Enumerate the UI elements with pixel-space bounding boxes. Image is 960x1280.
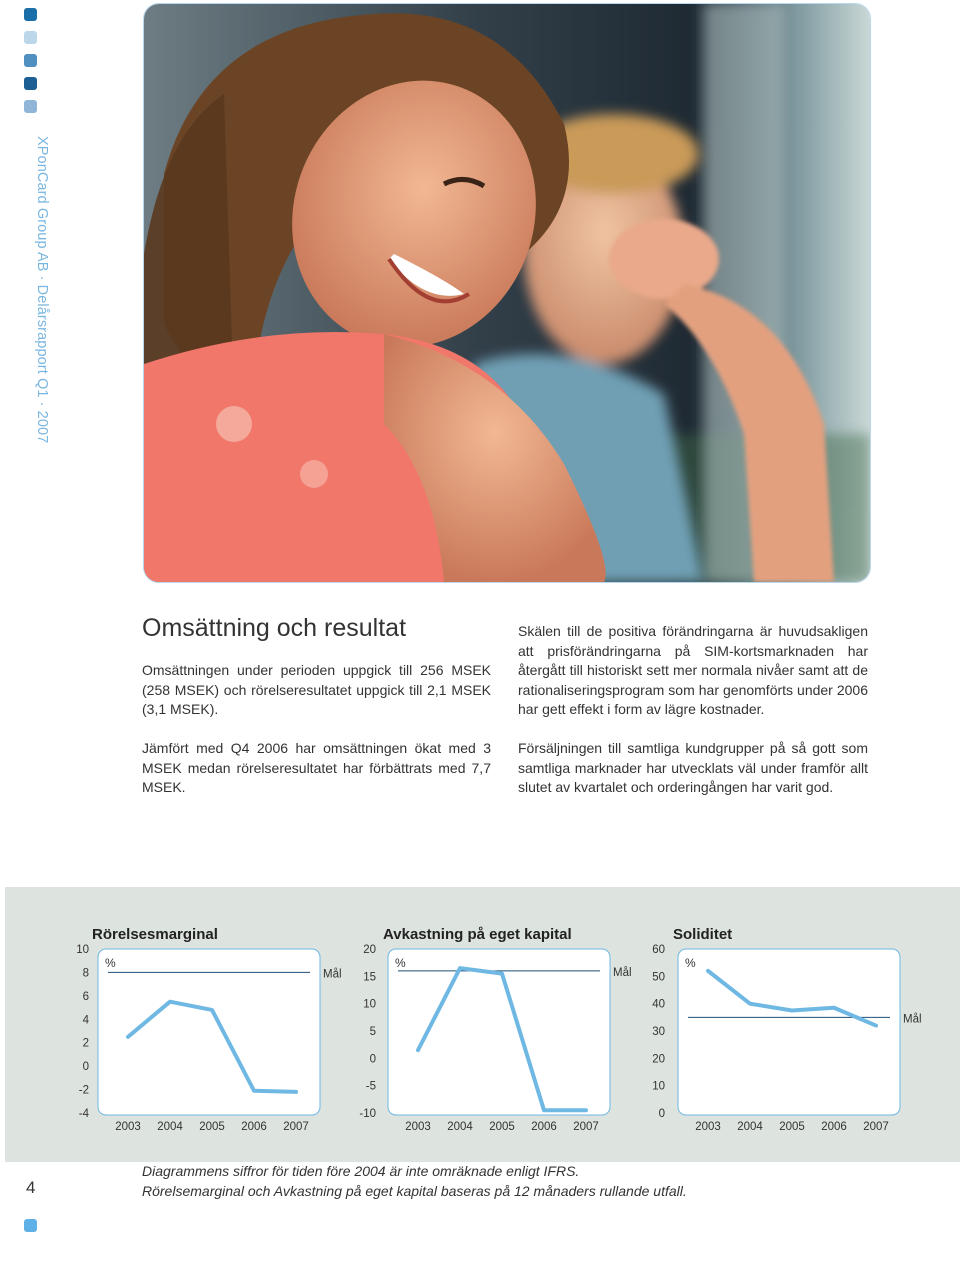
operating-margin-ytick-label: 10 [76,944,89,956]
equity-ratio-ytick-label: 60 [652,944,665,956]
equity-ratio-unit-label: % [685,956,696,970]
return-on-equity-xtick-label: 2006 [531,1121,557,1133]
equity-ratio-xtick-label: 2003 [695,1121,721,1133]
equity-ratio-title: Soliditet [673,926,733,943]
return-on-equity-xtick-label: 2003 [405,1121,431,1133]
nav-square-2 [24,31,37,44]
equity-ratio-ytick-label: 50 [652,971,665,984]
operating-margin-ytick-label: 6 [82,990,89,1003]
footnote [142,1161,687,1201]
operating-margin-unit-label: % [105,956,116,970]
operating-margin-ytick-label: 2 [82,1037,89,1050]
return-on-equity-xtick-label: 2004 [447,1121,473,1133]
side-title: XPonCard Group AB · Delårsrapport Q1 · 2007 [34,136,50,444]
return-on-equity-ytick-label: -5 [365,1080,376,1093]
return-on-equity-ytick-label: 0 [369,1053,376,1066]
operating-margin-ytick-label: 0 [82,1061,89,1074]
operating-margin-ytick-label: -2 [78,1084,89,1097]
hero-photo [143,3,871,583]
section-heading: Omsättning och resultat [142,614,407,642]
operating-margin-ytick-label: 8 [82,967,89,980]
return-on-equity-ytick-label: 20 [363,944,376,956]
operating-margin-xtick-label: 2006 [241,1121,267,1133]
return-on-equity-ytick-label: -10 [359,1108,376,1120]
operating-margin-target-label: Mål [323,968,342,981]
return-on-equity-xtick-label: 2005 [489,1121,515,1133]
paragraph-comparison: Jämfört med Q4 2006 har omsättningen ökat med 3 MSEK medan rörelseresultatet har förbättrats med 7,7 MSEK. [142,740,491,796]
charts-panel [5,887,960,1162]
return-on-equity-ytick-label: 10 [363,998,376,1011]
page-number: 4 [26,1178,36,1197]
return-on-equity-unit-label: % [395,956,406,970]
paragraph-reasons: Skälen till de positiva förändringarna är huvudsakligen att prisförändringarna på SIM-kortsmarknaden har återgått till historiskt sett mer normala nivåer samt att de rationaliseringsprogram som har genomförts under 2006 har gett effekt i form av lägre kostnader. [518,623,868,718]
operating-margin-title: Rörelsesmarginal [92,926,218,943]
return-on-equity-ytick-label: 5 [369,1026,376,1038]
paragraph-revenue: Omsättningen under perioden uppgick till 256 MSEK (258 MSEK) och rörelseresultatet uppgick till 2,1 MSEK (3,1 MSEK). [142,662,491,718]
equity-ratio-xtick-label: 2005 [779,1121,805,1133]
nav-square-1 [24,8,37,21]
equity-ratio-ytick-label: 40 [652,998,665,1011]
operating-margin-xtick-label: 2007 [283,1121,309,1133]
operating-margin-xtick-label: 2005 [199,1121,225,1133]
equity-ratio-target-label: Mål [903,1013,922,1026]
equity-ratio-ytick-label: 20 [652,1053,665,1066]
operating-margin-ytick-label: 4 [82,1014,89,1027]
equity-ratio-xtick-label: 2007 [863,1121,889,1133]
hero-photo-illustration [144,4,870,582]
footnote-line-1: Diagrammens siffror för tiden före 2004 är inte omräknade enligt IFRS. [142,1163,580,1179]
equity-ratio-xtick-label: 2004 [737,1121,763,1133]
bottom-square [24,1219,37,1232]
return-on-equity-ytick-label: 15 [363,971,376,984]
nav-square-5 [24,100,37,113]
equity-ratio-xtick-label: 2006 [821,1121,847,1133]
operating-margin-xtick-label: 2004 [157,1121,183,1133]
nav-square-4 [24,77,37,90]
paragraph-sales: Försäljningen till samtliga kundgrupper på så gott som samtliga marknader har utvecklats väl under framför allt slutet av kvartalet och orderingången har varit god. [518,740,868,796]
charts-svg [5,887,960,1162]
return-on-equity-title: Avkastning på eget kapital [383,926,572,943]
return-on-equity-xtick-label: 2007 [573,1121,599,1133]
footnote-line-2: Rörelsemarginal och Avkastning på eget kapital baseras på 12 månaders rullande utfall. [142,1183,687,1199]
operating-margin-ytick-label: -4 [78,1108,89,1120]
operating-margin-xtick-label: 2003 [115,1121,141,1133]
equity-ratio-ytick-label: 30 [652,1026,665,1038]
equity-ratio-ytick-label: 10 [652,1080,665,1093]
nav-square-3 [24,54,37,67]
equity-ratio-ytick-label: 0 [658,1108,665,1120]
return-on-equity-target-label: Mål [613,966,632,979]
